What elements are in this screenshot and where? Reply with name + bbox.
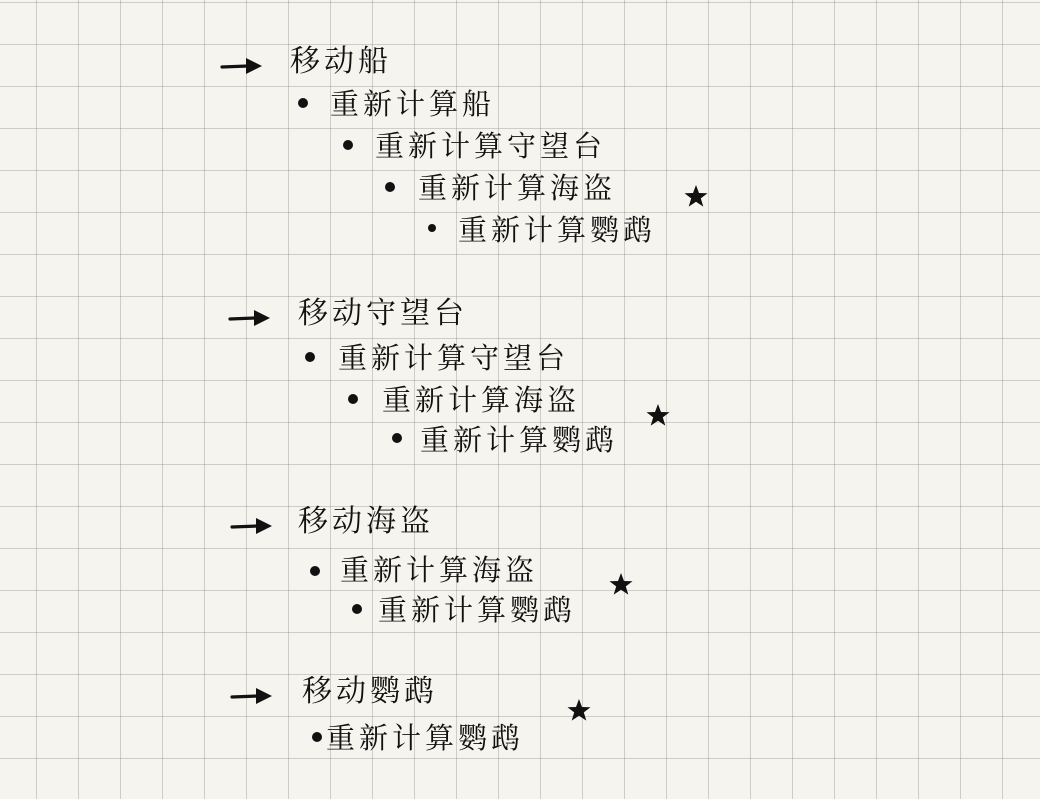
bullet-dot-icon <box>305 352 315 362</box>
list-item: 重新计算海盗 <box>418 171 617 205</box>
list-item: 重新计算海盗 <box>340 553 539 587</box>
right-arrow-icon <box>230 686 274 706</box>
right-arrow-icon <box>220 56 264 76</box>
right-arrow-icon <box>228 308 272 328</box>
star-icon <box>608 571 634 597</box>
group-heading: 移动鹦鹉 <box>302 674 438 709</box>
bullet-dot-icon <box>343 140 353 150</box>
star-icon <box>566 697 592 723</box>
bullet-dot-icon <box>392 433 402 443</box>
list-item: 重新计算鹦鹉 <box>420 423 619 457</box>
right-arrow-icon <box>230 516 274 536</box>
bullet-dot-icon <box>385 182 395 192</box>
bullet-dot-icon <box>348 394 358 404</box>
bullet-dot-icon <box>310 566 320 576</box>
star-icon <box>645 402 671 428</box>
list-item: 重新计算守望台 <box>375 129 607 163</box>
star-icon <box>683 183 709 209</box>
bullet-dot-icon <box>352 604 362 614</box>
list-item: 重新计算鹦鹉 <box>326 721 525 755</box>
list-item: 重新计算守望台 <box>338 341 570 375</box>
list-item: 重新计算船 <box>330 87 496 121</box>
group-heading: 移动船 <box>290 44 392 79</box>
bullet-dot-icon <box>312 732 322 742</box>
group-heading: 移动海盗 <box>298 504 434 539</box>
bullet-dot-icon <box>428 224 436 232</box>
list-item: 重新计算鹦鹉 <box>458 213 657 247</box>
list-item: 重新计算鹦鹉 <box>378 593 577 627</box>
bullet-dot-icon <box>298 98 308 108</box>
list-item: 重新计算海盗 <box>382 383 581 417</box>
group-heading: 移动守望台 <box>298 296 468 331</box>
